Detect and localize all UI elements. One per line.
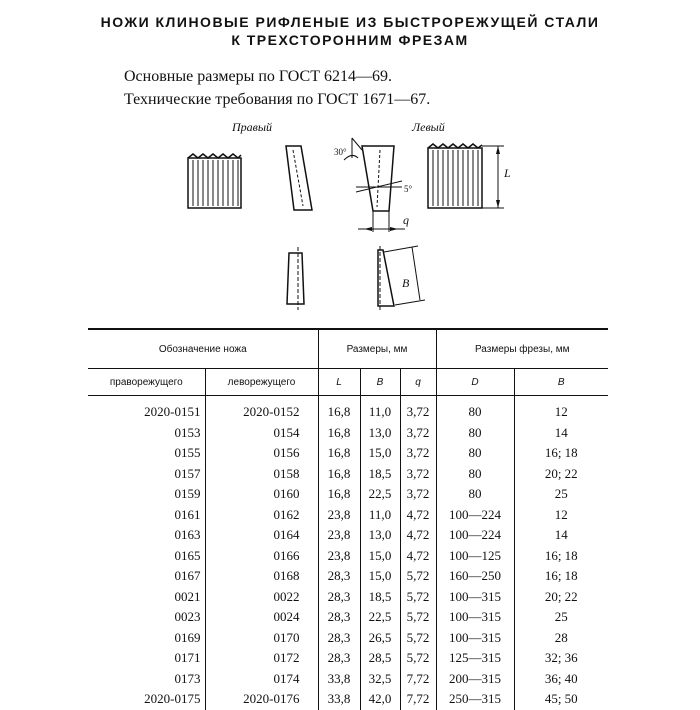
cell-L: 33,8: [318, 669, 360, 690]
cell-D: 125—315: [436, 648, 514, 669]
cell-L: 28,3: [318, 628, 360, 649]
cell-left: 0164: [205, 525, 318, 546]
standard-requirements-ref: Технические требования по ГОСТ 1671—67.: [124, 91, 431, 108]
cell-B2: 20; 22: [514, 587, 608, 608]
header-B: B: [360, 369, 400, 396]
cell-L: 28,3: [318, 566, 360, 587]
cell-D: 100—125: [436, 546, 514, 567]
header-left-cutting: леворежущего: [205, 369, 318, 396]
cell-q: 3,72: [400, 423, 436, 444]
left-knife-front-view: [428, 144, 504, 208]
cell-D: 80: [436, 423, 514, 444]
cell-D: 80: [436, 484, 514, 505]
cell-B: 13,0: [360, 423, 400, 444]
page-title-line-1: НОЖИ КЛИНОВЫЕ РИФЛЕНЫЕ ИЗ БЫСТРОРЕЖУЩЕЙ СТАЛИ: [100, 14, 600, 30]
right-knife-front-view: [188, 154, 241, 208]
cell-left: 0156: [205, 443, 318, 464]
cell-L: 33,8: [318, 689, 360, 710]
cell-B2: 25: [514, 607, 608, 628]
header-L: L: [318, 369, 360, 396]
cell-B: 22,5: [360, 607, 400, 628]
cell-B: 26,5: [360, 628, 400, 649]
cell-L: 23,8: [318, 505, 360, 526]
cell-L: 28,3: [318, 648, 360, 669]
cell-left: 0174: [205, 669, 318, 690]
cell-D: 250—315: [436, 689, 514, 710]
cell-B2: 45; 50: [514, 689, 608, 710]
cell-D: 160—250: [436, 566, 514, 587]
cell-D: 80: [436, 396, 514, 423]
cell-right: 2020-0151: [144, 404, 201, 420]
cell-left: 0172: [205, 648, 318, 669]
cell-L: 23,8: [318, 546, 360, 567]
table-row: [88, 587, 608, 608]
cell-right: 0163: [174, 527, 201, 543]
cell-L: 16,8: [318, 396, 360, 423]
table-row: [88, 648, 608, 669]
header-designation: Обозначение ножа: [88, 329, 318, 369]
header-q: q: [400, 369, 436, 396]
cell-right: 0161: [174, 506, 201, 522]
cell-L: 23,8: [318, 525, 360, 546]
cell-B2: 14: [514, 525, 608, 546]
cell-left: 0160: [205, 484, 318, 505]
table-row: [88, 505, 608, 526]
cell-q: 5,72: [400, 566, 436, 587]
cell-left: 2020-0176: [205, 689, 318, 710]
cell-left: 0170: [205, 628, 318, 649]
table-row: [88, 464, 608, 485]
cell-q: 3,72: [400, 484, 436, 505]
standard-dimensions-ref: Основные размеры по ГОСТ 6214—69.: [124, 68, 392, 85]
cell-q: 7,72: [400, 669, 436, 690]
cell-right: 0165: [174, 547, 201, 563]
right-knife-end-view: [287, 247, 304, 310]
cell-right: 0159: [174, 486, 201, 502]
cell-B2: 28: [514, 628, 608, 649]
table-row: [88, 423, 608, 444]
cell-right: 0153: [174, 424, 201, 440]
label-left-knife: Левый: [412, 120, 445, 134]
table-row: [88, 443, 608, 464]
cell-right: 0021: [174, 588, 201, 604]
cell-left: 0154: [205, 423, 318, 444]
table-row: [88, 628, 608, 649]
cell-B: 13,0: [360, 525, 400, 546]
dimension-q-label: q: [403, 213, 409, 227]
cell-left: 0162: [205, 505, 318, 526]
cell-D: 80: [436, 443, 514, 464]
right-knife-side-view: [286, 146, 312, 210]
left-knife-side-view: [344, 138, 405, 232]
cell-B: 15,0: [360, 443, 400, 464]
cell-B2: 14: [514, 423, 608, 444]
page-title-line-2: К ТРЕХСТОРОННИМ ФРЕЗАМ: [231, 32, 469, 48]
cell-right: 0023: [174, 609, 201, 625]
header-sizes: Размеры, мм: [318, 329, 436, 369]
cell-B2: 12: [514, 396, 608, 423]
cell-B: 42,0: [360, 689, 400, 710]
cell-q: 7,72: [400, 689, 436, 710]
cell-B: 15,0: [360, 546, 400, 567]
cell-L: 28,3: [318, 587, 360, 608]
angle-30-label: 30°: [334, 147, 347, 157]
cell-L: 16,8: [318, 464, 360, 485]
cell-q: 3,72: [400, 443, 436, 464]
dimension-B-label: B: [402, 276, 410, 290]
cell-right: 0171: [174, 650, 201, 666]
dimension-L-label: L: [504, 166, 511, 180]
cell-q: 5,72: [400, 628, 436, 649]
cell-B2: 25: [514, 484, 608, 505]
cell-q: 5,72: [400, 587, 436, 608]
cell-right: 0157: [174, 465, 201, 481]
label-right-knife: Правый: [232, 120, 273, 134]
cell-L: 16,8: [318, 443, 360, 464]
cell-B: 22,5: [360, 484, 400, 505]
cell-B2: 36; 40: [514, 669, 608, 690]
knife-drawing: [0, 0, 700, 320]
cell-B: 28,5: [360, 648, 400, 669]
cell-L: 28,3: [318, 607, 360, 628]
cell-D: 100—224: [436, 505, 514, 526]
cell-right: 0155: [174, 445, 201, 461]
cell-D: 100—315: [436, 628, 514, 649]
header-cutter-sizes: Размеры фрезы, мм: [436, 329, 608, 369]
cell-right: 2020-0175: [144, 691, 201, 707]
header-cutter-B: B: [514, 369, 608, 396]
table-row: [88, 566, 608, 587]
cell-q: 4,72: [400, 525, 436, 546]
cell-right: 0173: [174, 670, 201, 686]
table-row: [88, 607, 608, 628]
cell-B: 11,0: [360, 505, 400, 526]
cell-D: 100—315: [436, 587, 514, 608]
table-row: [88, 669, 608, 690]
header-D: D: [436, 369, 514, 396]
table-row: [88, 546, 608, 567]
cell-right: 0167: [174, 568, 201, 584]
cell-L: 16,8: [318, 484, 360, 505]
cell-left: 0168: [205, 566, 318, 587]
header-right-cutting: праворежущего: [88, 369, 205, 396]
cell-B2: 16; 18: [514, 566, 608, 587]
cell-B2: 16; 18: [514, 443, 608, 464]
knife-dimensions-table: [88, 328, 608, 710]
cell-B: 32,5: [360, 669, 400, 690]
cell-B: 18,5: [360, 587, 400, 608]
cell-L: 16,8: [318, 423, 360, 444]
cell-right: 0169: [174, 629, 201, 645]
cell-left: 0166: [205, 546, 318, 567]
cell-B: 18,5: [360, 464, 400, 485]
cell-B: 11,0: [360, 396, 400, 423]
cell-D: 80: [436, 464, 514, 485]
cell-B2: 32; 36: [514, 648, 608, 669]
angle-5-label: 5°: [404, 184, 413, 194]
cell-D: 200—315: [436, 669, 514, 690]
cell-B: 15,0: [360, 566, 400, 587]
cell-q: 3,72: [400, 464, 436, 485]
table-row: [88, 484, 608, 505]
cell-B2: 12: [514, 505, 608, 526]
cell-q: 4,72: [400, 505, 436, 526]
cell-D: 100—315: [436, 607, 514, 628]
cell-q: 5,72: [400, 607, 436, 628]
cell-left: 0022: [205, 587, 318, 608]
cell-D: 100—224: [436, 525, 514, 546]
table-row: [88, 525, 608, 546]
table-row: [88, 396, 608, 423]
cell-left: 0024: [205, 607, 318, 628]
cell-B2: 16; 18: [514, 546, 608, 567]
cell-left: 2020-0152: [205, 396, 318, 423]
cell-left: 0158: [205, 464, 318, 485]
cell-q: 4,72: [400, 546, 436, 567]
cell-B2: 20; 22: [514, 464, 608, 485]
table-row: [88, 689, 608, 710]
cell-q: 5,72: [400, 648, 436, 669]
cell-q: 3,72: [400, 396, 436, 423]
